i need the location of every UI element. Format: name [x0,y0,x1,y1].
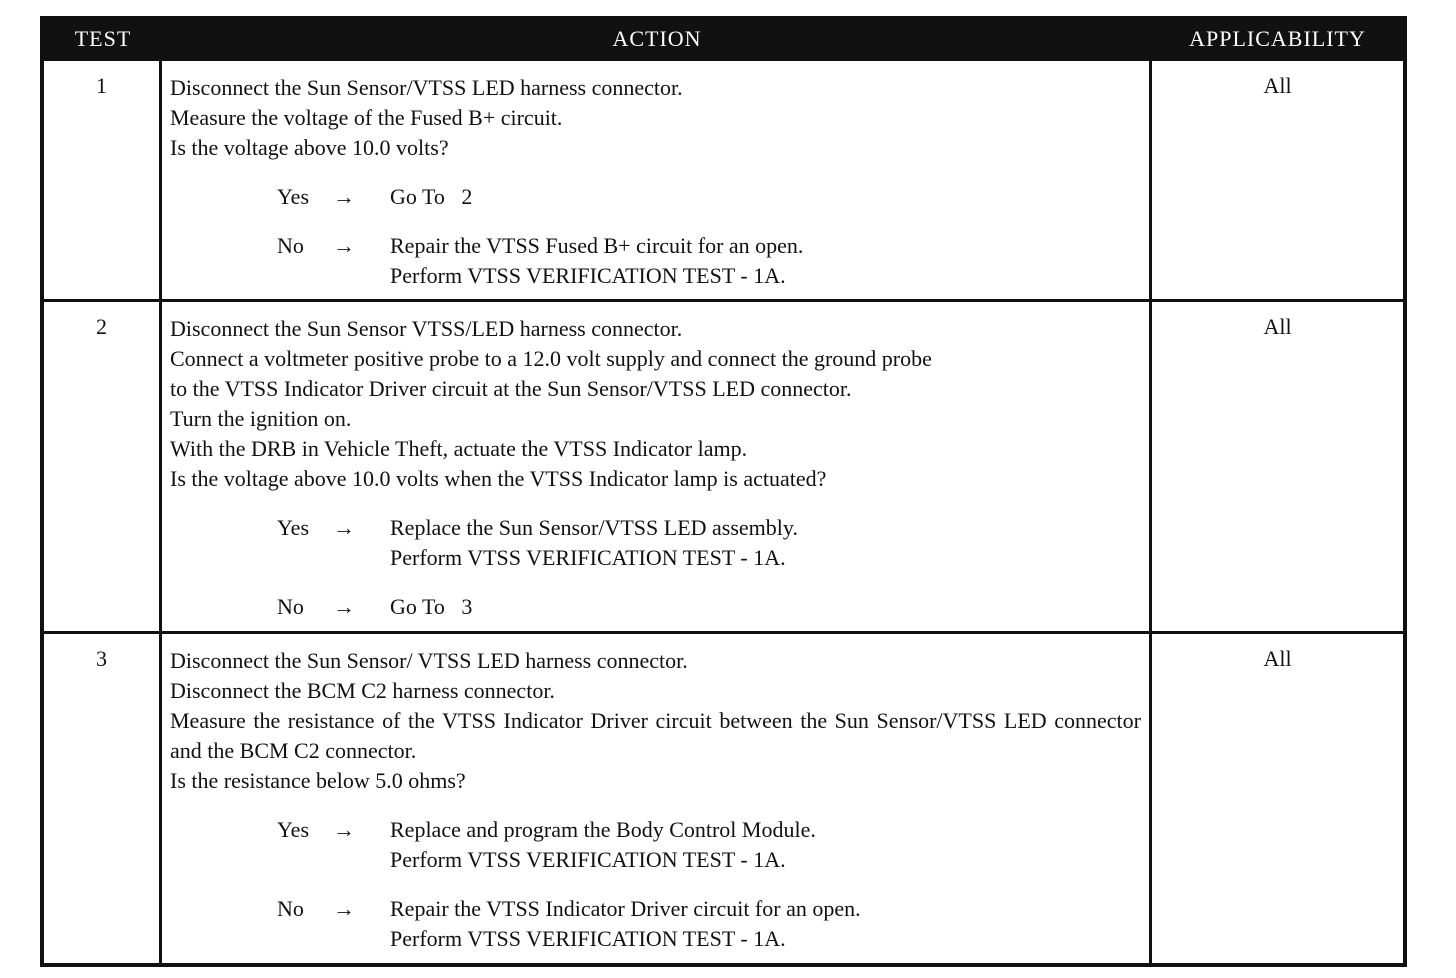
yes-result [390,513,1141,573]
action-line: Disconnect the Sun Sensor VTSS/LED harness connector. [170,316,683,341]
no-result [390,894,1141,954]
yes-result [390,815,1141,875]
no-label: No [277,233,304,258]
yes-label: Yes [277,817,310,842]
action-cell [162,634,1152,963]
table-header [44,20,1403,58]
no-result [390,592,1141,622]
action-line: to the VTSS Indicator Driver circuit at the Sun Sensor/VTSS LED connector. [170,376,852,401]
yes-outcome [277,182,1141,212]
applicability-cell: All [1263,73,1292,98]
action-line: Disconnect the Sun Sensor/VTSS LED harness connector. [170,75,683,100]
table-row-test-3 [44,631,1403,963]
no-result [390,231,1141,291]
action-line: Connect a voltmeter positive probe to a 12.0 volt supply and connect the ground probe [170,346,932,371]
arrow-icon: → [333,515,355,540]
yes-label: Yes [277,515,310,540]
action-line: Turn the ignition on. [170,406,352,431]
result-line: Repair the VTSS Indicator Driver circuit for an open. [390,896,861,921]
no-label: No [277,594,304,619]
table-row-test-1 [44,58,1403,299]
no-outcome [277,231,1141,291]
action-line: Measure the resistance of the VTSS Indicator Driver circuit between the Sun Sensor/VTSS LED connector and the BCM C2 connector. [170,708,1141,763]
no-outcome [277,592,1141,622]
result-line: Go To 2 [390,184,473,209]
arrow-icon: → [333,896,355,921]
header-applicability: APPLICABILITY [1189,26,1366,51]
yes-result [390,182,1141,212]
action-cell [162,302,1152,631]
result-line: Replace and program the Body Control Module. [390,817,816,842]
arrow-icon: → [333,233,355,258]
test-number: 3 [44,634,162,963]
arrow-icon: → [333,817,355,842]
applicability-cell: All [1263,646,1292,671]
table-row-test-2 [44,299,1403,631]
result-line: Go To 3 [390,594,473,619]
action-line: Is the resistance below 5.0 ohms? [170,768,466,793]
result-line: Perform VTSS VERIFICATION TEST - 1A. [390,847,786,872]
arrow-icon: → [333,184,355,209]
test-number: 2 [44,302,162,631]
action-line: Disconnect the BCM C2 harness connector. [170,678,555,703]
action-line: Measure the voltage of the Fused B+ circuit. [170,105,563,130]
result-line: Repair the VTSS Fused B+ circuit for an open. [390,233,804,258]
action-line: Is the voltage above 10.0 volts? [170,135,449,160]
arrow-icon: → [333,594,355,619]
action-line: Disconnect the Sun Sensor/ VTSS LED harness connector. [170,648,688,673]
result-line: Perform VTSS VERIFICATION TEST - 1A. [390,263,786,288]
no-label: No [277,896,304,921]
header-action: ACTION [612,26,702,51]
result-line: Perform VTSS VERIFICATION TEST - 1A. [390,926,786,951]
header-test: TEST [74,26,132,51]
yes-outcome [277,513,1141,573]
action-line: Is the voltage above 10.0 volts when the VTSS Indicator lamp is actuated? [170,466,827,491]
action-line: With the DRB in Vehicle Theft, actuate the VTSS Indicator lamp. [170,436,748,461]
result-line: Replace the Sun Sensor/VTSS LED assembly. [390,515,798,540]
yes-label: Yes [277,184,310,209]
yes-outcome [277,815,1141,875]
no-outcome [277,894,1141,954]
test-number: 1 [44,61,162,299]
applicability-cell: All [1263,314,1292,339]
result-line: Perform VTSS VERIFICATION TEST - 1A. [390,545,786,570]
action-cell [162,61,1152,299]
diagnostic-test-table [40,16,1407,967]
